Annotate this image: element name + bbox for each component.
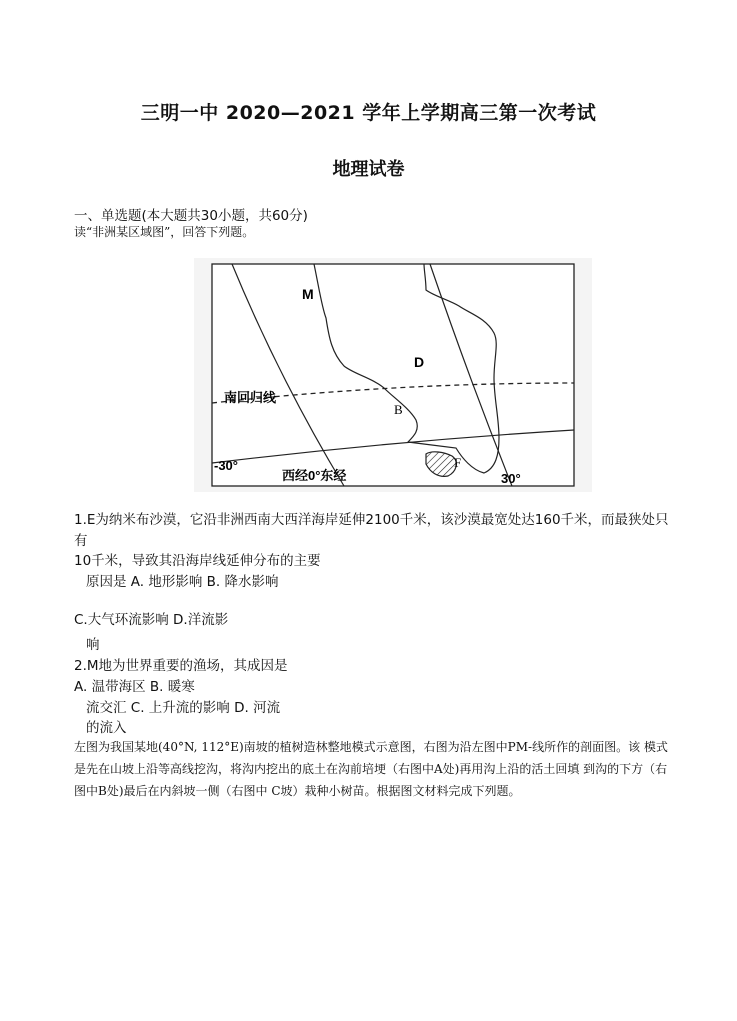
q1-line-3: 10千米，导致其沿海岸线延伸分布的主要 — [74, 553, 321, 569]
map-label-b: B — [394, 402, 403, 417]
q1-line-4: 原因是 A. 地形影响 B. 降水影响 — [86, 574, 279, 590]
map-label-d: D — [414, 354, 425, 370]
map-label-f: F — [454, 455, 462, 470]
q2-line-1: 2.M地为世界重要的渔场，其成因是 — [74, 658, 288, 674]
q1-line-2: 有 — [74, 533, 88, 549]
q1-line-1: 1.E为纳米布沙漠，它沿非洲西南大西洋海岸延伸2100千米，该沙漠最宽处达160千米，而最狭处只 — [74, 512, 669, 528]
map-label-lat-right: 30° — [501, 471, 521, 486]
q2-line-4: 的流入 — [86, 720, 127, 736]
section-intro: 读“非洲某区域图”，回答下列题。 — [74, 225, 255, 239]
passage-text: 左图为我国某地(40°N, 112°E)南坡的植树造林整地模式示意图，右图为沿左图中PM-线所作的剖面图。该 模式是先在山坡上沿等高线挖沟，将沟内挖出的底土在沟前培埂（右图中A处)再用沟上沿的活土回填 到沟的下方（右图中B处)最后在内斜坡一侧（右图中 C坡）栽种小树苗。根据图文材料完成下列题。 — [74, 740, 668, 798]
q2-line-2: A. 温带海区 B. 暖寒 — [74, 679, 195, 695]
section-heading: 一、单选题(本大题共30小题，共60分) — [74, 208, 308, 224]
q2-line-3: 流交汇 C. 上升流的影响 D. 河流 — [86, 700, 281, 716]
map-frame — [212, 264, 574, 486]
africa-region-map — [194, 258, 592, 492]
map-label-tropic: 南回归线 — [224, 390, 277, 405]
q1-line-6: 响 — [86, 637, 100, 653]
exam-title: 三明一中 2020—2021 学年上学期高三第一次考试 — [140, 102, 597, 124]
map-label-lat-left: -30° — [214, 458, 238, 473]
exam-subtitle: 地理试卷 — [332, 159, 405, 180]
map-label-m: M — [302, 286, 314, 302]
map-label-meridian: 西经0°东经 — [282, 468, 347, 483]
map-svg — [194, 258, 592, 492]
q1-line-5: C.大气环流影响 D.洋流影 — [74, 612, 229, 628]
